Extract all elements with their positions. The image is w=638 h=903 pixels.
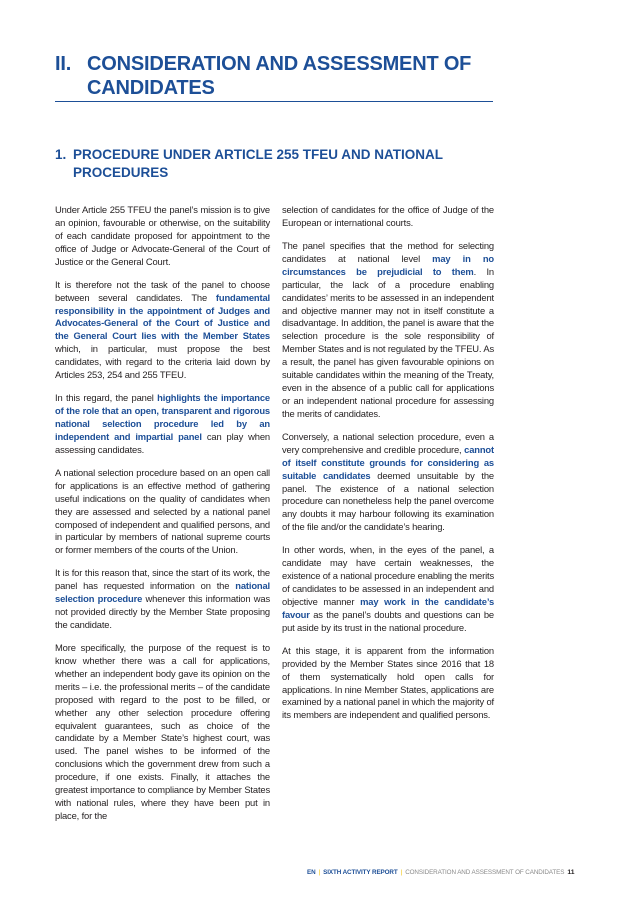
emphasis-text: may work in the candidate’s favour bbox=[282, 595, 495, 620]
chapter-number: II. bbox=[55, 53, 72, 75]
footer-language: EN bbox=[307, 869, 316, 876]
paragraph bbox=[55, 642, 270, 823]
body-text: as the panel’s doubts and questions can be put aside by its trust in the national procedure. bbox=[282, 608, 494, 633]
paragraph bbox=[282, 240, 494, 421]
footer-section-title: CONSIDERATION AND ASSESSMENT OF CANDIDATES bbox=[405, 869, 565, 876]
footer-separator: | bbox=[318, 869, 321, 876]
chapter-title-line2: CANDIDATES bbox=[87, 77, 215, 99]
body-text: . In particular, the lack of a procedure enabling candidates’ merits to be assessed in an independent and objective manner may not in itself constitute a disadvantage. In addition, the panel is aware that the selection procedure is the sole responsibility of Member States and is not regulated by the TFEU. As a result, the panel has given favourable opinions on suitable candidates within the meaning of the Treaty, even in the absence of a public call for applications or an independent national procedure for assessing the merits of candidates. bbox=[282, 265, 494, 419]
emphasis-text: national selection procedure bbox=[55, 580, 270, 605]
paragraph bbox=[282, 645, 494, 722]
body-text: Under Article 255 TFEU the panel’s mission is to give an opinion, favourable or otherwise, on the suitability of each candidate proposed for appointment to the office of Judge or Advocate-General of the Court of Justice or the General Court. bbox=[55, 204, 270, 267]
footer-separator: | bbox=[400, 869, 403, 876]
paragraph bbox=[282, 544, 494, 634]
paragraph bbox=[55, 567, 270, 632]
body-text: It is for this reason that, since the start of its work, the panel has requested information on the bbox=[55, 567, 270, 592]
section-title-line1: PROCEDURE UNDER ARTICLE 255 TFEU AND NATIONAL bbox=[73, 147, 444, 162]
emphasis-text: fundamental responsibility in the appointment of Judges and Advocates-General of the Court of Justice and the General Court lies with the Member States bbox=[55, 291, 270, 342]
section-title bbox=[55, 146, 485, 182]
right-column bbox=[282, 204, 494, 732]
chapter-title bbox=[55, 52, 495, 100]
body-text: deemed unsuitable by the panel. The existence of a national selection procedure can nonetheless help the panel overcome any doubts it may harbour following its examination of the file and/or the candidate’s hearing. bbox=[282, 469, 494, 533]
body-text: A national selection procedure based on an open call for applications is an effective method of gathering useful indications on the quality of candidates when they are assessed and selected by a national panel composed of independent and qualified persons, and in particular by members of national supreme courts or former members of the courts of the Union. bbox=[55, 466, 270, 556]
body-text: which, in particular, must propose the best candidates, with regard to the criteria laid down by Articles 253, 254 and 255 TFEU. bbox=[55, 343, 270, 381]
emphasis-text: cannot of itself constitute grounds for considering as suitable candidates bbox=[282, 443, 494, 481]
paragraph bbox=[55, 204, 270, 269]
body-text: selection of candidates for the office of Judge of the European or international courts. bbox=[282, 204, 494, 228]
page-footer bbox=[307, 869, 574, 876]
footer-report-title: SIXTH ACTIVITY REPORT bbox=[323, 869, 398, 876]
emphasis-text: may in no circumstances be prejudicial to them bbox=[282, 252, 494, 277]
emphasis-text: highlights the importance of the role that an open, transparent and rigorous national selection procedure led by an independent and impartial panel bbox=[55, 392, 270, 442]
body-text: whenever this information was not provided directly by the Member State proposing the candidate. bbox=[55, 593, 270, 631]
left-column bbox=[55, 204, 270, 833]
body-text: More specifically, the purpose of the request is to know whether there was a call for applications, whether an independent body gave its opinion on the merits – i.e. the professional merits – of the candidate proposed with regard to the post to be filled, or whether any other selection procedure offering equivalent guarantees, such as choice of the candidate by a Member State’s highest court, was used. The panel wishes to be informed of the conclusions which the government drew from such a procedure, if one exists. Finally, it attaches the greatest importance to compliance by Member States with national rules, where they have been put in place, for the bbox=[55, 642, 270, 821]
paragraph bbox=[55, 279, 270, 382]
body-text: It is therefore not the task of the panel to choose between several candidates. The bbox=[55, 278, 270, 303]
title-divider bbox=[55, 101, 493, 102]
page-number: 11 bbox=[567, 869, 575, 876]
paragraph bbox=[55, 467, 270, 557]
body-text: The panel specifies that the method for selecting candidates at national level bbox=[282, 240, 494, 264]
section-number: 1. bbox=[55, 147, 67, 162]
body-text: At this stage, it is apparent from the information provided by the Member States since 2016 that 18 of them systematically hold open calls for applications. In nine Member States, applications are examined by a national panel in which the majority of its members are independent and qualified persons. bbox=[282, 644, 494, 721]
section-title-line2: PROCEDURES bbox=[73, 165, 169, 180]
body-text: In other words, when, in the eyes of the panel, a candidate may have certain weaknesses, the existence of a national procedure enabling the merits of candidates to be assessed in an independent and objective manner bbox=[282, 544, 494, 607]
body-text: In this regard, the panel bbox=[55, 392, 158, 404]
paragraph bbox=[282, 431, 494, 534]
body-text: can play when assessing candidates. bbox=[55, 430, 270, 455]
paragraph bbox=[55, 392, 270, 457]
body-text: Conversely, a national selection procedure, even a very comprehensive and credible procedure, bbox=[282, 430, 494, 455]
paragraph bbox=[282, 204, 494, 230]
chapter-title-line1: CONSIDERATION AND ASSESSMENT OF bbox=[87, 53, 472, 75]
